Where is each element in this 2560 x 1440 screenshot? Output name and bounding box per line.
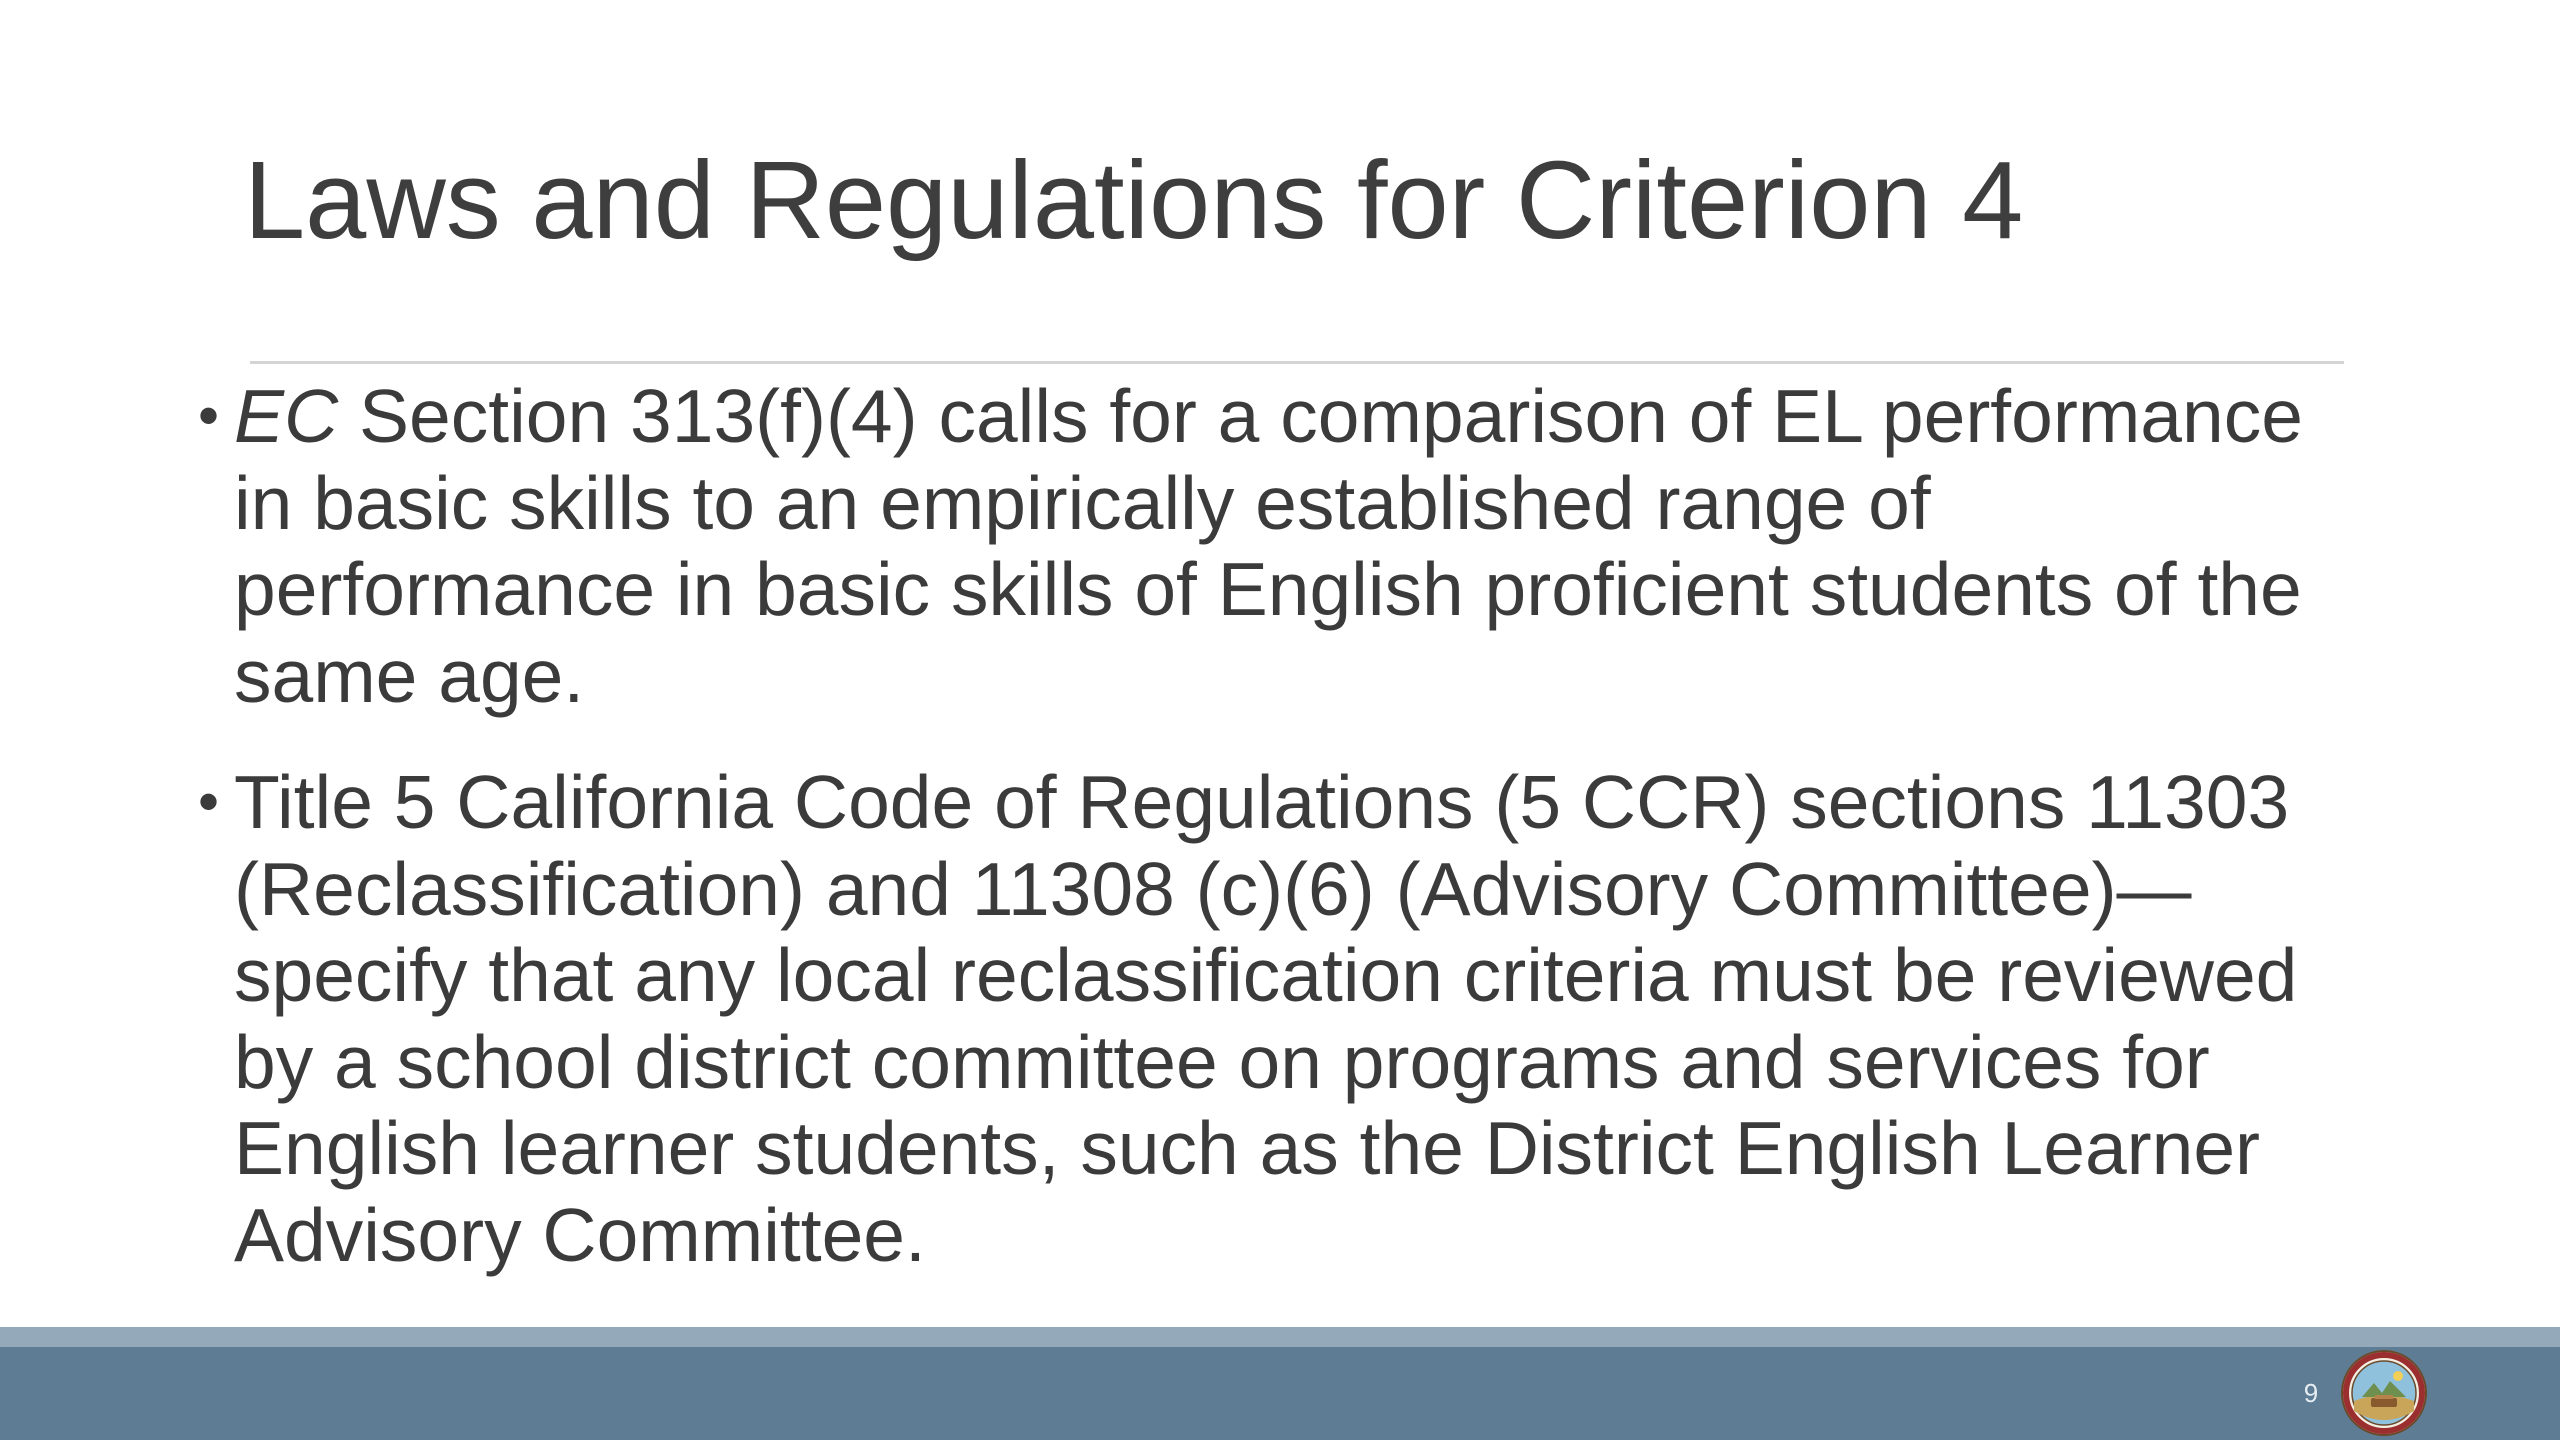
- bullet-marker: •: [198, 768, 220, 835]
- bullet-item-1: [188, 373, 2368, 719]
- slide-title: Laws and Regulations for Criterion 4: [244, 139, 2024, 262]
- bullet-list: [188, 373, 2368, 1278]
- bullet-item-2: [188, 759, 2368, 1278]
- bullet-text: Title 5 California Code of Regulations (5 CCR) sections 11303 (Reclassification) and 11308 (c)(6) (Advisory Committee)—specify that any local reclassification criteria must be reviewed by a school district committee on programs and services for English learner students, such as the District English Learner Advisory Committee.: [234, 760, 2298, 1277]
- bullet-text: Section 313(f)(4) calls for a comparison of EL performance in basic skills to an empirically established range of performance in basic skills of English proficient students of the same age.: [234, 374, 2303, 718]
- footer-bar: [0, 1347, 2560, 1440]
- california-department-of-education-seal-icon: [2340, 1349, 2428, 1437]
- bullet-marker: •: [198, 382, 220, 449]
- bullet-italic-prefix: EC: [234, 374, 339, 458]
- title-divider: [250, 361, 2344, 364]
- page-number: 9: [2303, 1378, 2319, 1408]
- footer-accent-band: [0, 1327, 2560, 1347]
